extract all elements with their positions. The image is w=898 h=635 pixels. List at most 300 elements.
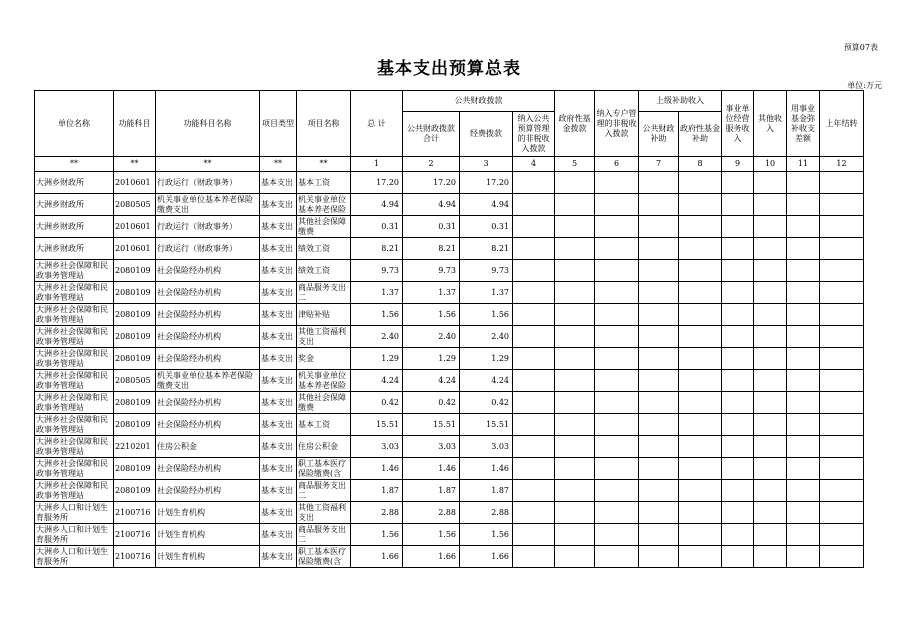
cell-empty <box>722 172 754 194</box>
cell-pf-total: 1.56 <box>403 524 460 546</box>
cell-empty <box>754 392 787 414</box>
cell-empty <box>787 370 820 392</box>
col-func-name: 功能科目名称 <box>156 91 260 157</box>
cell-empty <box>722 282 754 304</box>
cell-unit-name: 大洲乡社会保障和民政事务管理站 <box>35 414 114 436</box>
col-pf-total: 公共财政拨款合计 <box>403 112 460 157</box>
cell-total: 4.24 <box>351 370 403 392</box>
cell-total: 1.29 <box>351 348 403 370</box>
cell-empty <box>555 326 595 348</box>
table-row <box>35 326 864 348</box>
col-pf-nontax: 纳入公共预算管理的非税收入拨款 <box>513 112 555 157</box>
cell-total: 2.88 <box>351 502 403 524</box>
cell-empty <box>639 436 679 458</box>
cell-unit-name: 大洲乡人口和计划生育服务所 <box>35 524 114 546</box>
cell-item-name: 商品服务支出二 <box>297 480 351 502</box>
cell-empty <box>595 216 639 238</box>
cell-empty <box>679 502 722 524</box>
cell-empty <box>513 326 555 348</box>
cell-empty <box>639 348 679 370</box>
cell-empty <box>820 260 864 282</box>
cell-total: 1.56 <box>351 524 403 546</box>
cell-item-type: 基本支出 <box>260 282 297 304</box>
cell-empty <box>679 238 722 260</box>
cell-empty <box>639 326 679 348</box>
cell-total: 1.66 <box>351 546 403 568</box>
cell-pf-total: 2.40 <box>403 326 460 348</box>
cell-func-code: 2100716 <box>114 524 156 546</box>
cell-func-name: 机关事业单位基本养老保险缴费支出 <box>156 194 260 216</box>
cell-func-name: 社会保险经办机构 <box>156 304 260 326</box>
cell-empty <box>679 546 722 568</box>
cell-empty <box>787 326 820 348</box>
index-cell: 11 <box>787 157 820 172</box>
cell-empty <box>513 216 555 238</box>
cell-pf-funding: 17.20 <box>460 172 513 194</box>
cell-func-code: 2100716 <box>114 546 156 568</box>
cell-empty <box>639 238 679 260</box>
cell-func-code: 2080109 <box>114 480 156 502</box>
cell-empty <box>754 458 787 480</box>
cell-empty <box>787 216 820 238</box>
col-special-account: 纳入专户管理的非税收入拨款 <box>595 91 639 157</box>
cell-pf-total: 17.20 <box>403 172 460 194</box>
col-item-name: 项目名称 <box>297 91 351 157</box>
cell-pf-funding: 1.56 <box>460 524 513 546</box>
cell-empty <box>513 546 555 568</box>
cell-pf-total: 0.31 <box>403 216 460 238</box>
cell-empty <box>513 282 555 304</box>
cell-pf-total: 3.03 <box>403 436 460 458</box>
cell-func-name: 行政运行（财政事务） <box>156 172 260 194</box>
cell-func-name: 社会保险经办机构 <box>156 326 260 348</box>
cell-func-code: 2010601 <box>114 238 156 260</box>
cell-empty <box>754 370 787 392</box>
cell-empty <box>513 194 555 216</box>
col-total: 总 计 <box>351 91 403 157</box>
cell-empty <box>679 414 722 436</box>
cell-empty <box>820 304 864 326</box>
cell-empty <box>787 260 820 282</box>
cell-empty <box>679 216 722 238</box>
cell-empty <box>787 546 820 568</box>
cell-unit-name: 大洲乡社会保障和民政事务管理站 <box>35 326 114 348</box>
cell-item-type: 基本支出 <box>260 458 297 480</box>
col-sup-gov: 政府性基金补助 <box>679 112 722 157</box>
cell-pf-funding: 1.66 <box>460 546 513 568</box>
cell-func-code: 2080109 <box>114 458 156 480</box>
table-row <box>35 172 864 194</box>
table-row <box>35 436 864 458</box>
cell-pf-funding: 3.03 <box>460 436 513 458</box>
cell-total: 2.40 <box>351 326 403 348</box>
table-row <box>35 458 864 480</box>
cell-empty <box>555 370 595 392</box>
cell-empty <box>722 458 754 480</box>
cell-empty <box>595 238 639 260</box>
cell-pf-total: 1.56 <box>403 304 460 326</box>
cell-empty <box>639 546 679 568</box>
cell-empty <box>722 348 754 370</box>
cell-empty <box>555 216 595 238</box>
col-business-income: 事业单位经营服务收入 <box>722 91 754 157</box>
index-cell: 8 <box>679 157 722 172</box>
cell-item-type: 基本支出 <box>260 216 297 238</box>
cell-empty <box>787 282 820 304</box>
cell-empty <box>754 348 787 370</box>
cell-pf-funding: 8.21 <box>460 238 513 260</box>
table-row <box>35 546 864 568</box>
cell-total: 9.73 <box>351 260 403 282</box>
cell-func-name: 社会保险经办机构 <box>156 348 260 370</box>
table-row <box>35 480 864 502</box>
cell-empty <box>820 348 864 370</box>
index-cell: ** <box>260 157 297 172</box>
cell-func-code: 2080505 <box>114 370 156 392</box>
cell-item-name: 商品服务支出二 <box>297 282 351 304</box>
index-cell: 7 <box>639 157 679 172</box>
cell-empty <box>513 436 555 458</box>
cell-unit-name: 大洲乡财政所 <box>35 216 114 238</box>
index-cell: ** <box>114 157 156 172</box>
cell-item-type: 基本支出 <box>260 524 297 546</box>
cell-func-code: 2010601 <box>114 172 156 194</box>
cell-empty <box>679 194 722 216</box>
cell-pf-total: 8.21 <box>403 238 460 260</box>
cell-empty <box>513 480 555 502</box>
cell-empty <box>639 172 679 194</box>
cell-empty <box>820 414 864 436</box>
cell-empty <box>595 370 639 392</box>
table-row <box>35 502 864 524</box>
table-row <box>35 238 864 260</box>
cell-empty <box>513 458 555 480</box>
cell-empty <box>679 348 722 370</box>
cell-empty <box>820 392 864 414</box>
cell-pf-funding: 1.87 <box>460 480 513 502</box>
cell-unit-name: 大洲乡财政所 <box>35 194 114 216</box>
cell-empty <box>555 260 595 282</box>
cell-item-name: 职工基本医疗保险缴费(含 <box>297 458 351 480</box>
cell-empty <box>787 194 820 216</box>
cell-pf-total: 1.37 <box>403 282 460 304</box>
cell-empty <box>679 480 722 502</box>
index-cell: 9 <box>722 157 754 172</box>
cell-empty <box>555 392 595 414</box>
cell-empty <box>722 436 754 458</box>
cell-empty <box>513 392 555 414</box>
cell-pf-total: 4.24 <box>403 370 460 392</box>
cell-pf-total: 9.73 <box>403 260 460 282</box>
cell-func-name: 社会保险经办机构 <box>156 392 260 414</box>
cell-unit-name: 大洲乡社会保障和民政事务管理站 <box>35 480 114 502</box>
cell-unit-name: 大洲乡财政所 <box>35 238 114 260</box>
cell-empty <box>639 458 679 480</box>
cell-empty <box>595 172 639 194</box>
cell-empty <box>754 480 787 502</box>
budget-table <box>34 90 864 568</box>
cell-pf-total: 1.66 <box>403 546 460 568</box>
col-superior-subsidy: 上级补助收入 <box>639 91 722 112</box>
cell-empty <box>820 216 864 238</box>
cell-empty <box>555 304 595 326</box>
cell-empty <box>555 524 595 546</box>
cell-empty <box>722 480 754 502</box>
cell-item-name: 基本工资 <box>297 172 351 194</box>
cell-func-code: 2010601 <box>114 216 156 238</box>
cell-item-name: 机关事业单位基本养老保险 <box>297 194 351 216</box>
table-row <box>35 414 864 436</box>
cell-empty <box>787 436 820 458</box>
col-fund-gap: 用事业基金弥补收支差额 <box>787 91 820 157</box>
cell-unit-name: 大洲乡社会保障和民政事务管理站 <box>35 348 114 370</box>
cell-empty <box>754 282 787 304</box>
table-row <box>35 370 864 392</box>
cell-empty <box>787 392 820 414</box>
cell-empty <box>787 238 820 260</box>
cell-item-type: 基本支出 <box>260 238 297 260</box>
cell-empty <box>555 502 595 524</box>
cell-empty <box>595 260 639 282</box>
index-cell: 5 <box>555 157 595 172</box>
cell-total: 1.37 <box>351 282 403 304</box>
cell-empty <box>722 326 754 348</box>
cell-empty <box>722 392 754 414</box>
table-row <box>35 348 864 370</box>
cell-empty <box>722 216 754 238</box>
cell-pf-total: 0.42 <box>403 392 460 414</box>
cell-func-name: 社会保险经办机构 <box>156 260 260 282</box>
cell-func-code: 2080109 <box>114 326 156 348</box>
index-cell: 10 <box>754 157 787 172</box>
cell-empty <box>595 282 639 304</box>
cell-empty <box>513 502 555 524</box>
cell-empty <box>595 458 639 480</box>
cell-empty <box>722 260 754 282</box>
cell-func-code: 2080109 <box>114 282 156 304</box>
cell-total: 8.21 <box>351 238 403 260</box>
cell-item-type: 基本支出 <box>260 172 297 194</box>
cell-func-name: 计划生育机构 <box>156 524 260 546</box>
cell-item-name: 其他社会保障缴费 <box>297 216 351 238</box>
cell-pf-funding: 4.24 <box>460 370 513 392</box>
cell-pf-total: 2.88 <box>403 502 460 524</box>
cell-item-name: 其他工资福利支出 <box>297 326 351 348</box>
cell-unit-name: 大洲乡人口和计划生育服务所 <box>35 502 114 524</box>
cell-empty <box>555 480 595 502</box>
index-cell: ** <box>156 157 260 172</box>
cell-empty <box>555 414 595 436</box>
cell-empty <box>820 546 864 568</box>
cell-empty <box>787 480 820 502</box>
cell-item-name: 奖金 <box>297 348 351 370</box>
table-row <box>35 282 864 304</box>
cell-item-type: 基本支出 <box>260 304 297 326</box>
cell-empty <box>722 238 754 260</box>
page-title: 基本支出预算总表 <box>377 59 521 79</box>
cell-pf-funding: 0.31 <box>460 216 513 238</box>
cell-empty <box>787 348 820 370</box>
cell-empty <box>639 480 679 502</box>
cell-empty <box>513 260 555 282</box>
cell-empty <box>555 172 595 194</box>
cell-total: 17.20 <box>351 172 403 194</box>
cell-func-code: 2210201 <box>114 436 156 458</box>
index-cell: 3 <box>460 157 513 172</box>
cell-unit-name: 大洲乡社会保障和民政事务管理站 <box>35 436 114 458</box>
cell-empty <box>820 458 864 480</box>
cell-empty <box>754 260 787 282</box>
cell-empty <box>513 414 555 436</box>
cell-item-type: 基本支出 <box>260 348 297 370</box>
cell-empty <box>820 480 864 502</box>
col-unit-name: 单位名称 <box>35 91 114 157</box>
cell-empty <box>639 260 679 282</box>
cell-empty <box>555 282 595 304</box>
cell-item-type: 基本支出 <box>260 260 297 282</box>
cell-total: 1.87 <box>351 480 403 502</box>
cell-empty <box>820 172 864 194</box>
col-pf-funding: 经费拨款 <box>460 112 513 157</box>
cell-empty <box>639 282 679 304</box>
cell-unit-name: 大洲乡社会保障和民政事务管理站 <box>35 370 114 392</box>
cell-pf-funding: 4.94 <box>460 194 513 216</box>
cell-item-name: 基本工资 <box>297 414 351 436</box>
index-row <box>35 157 864 172</box>
cell-total: 1.46 <box>351 458 403 480</box>
index-cell: 4 <box>513 157 555 172</box>
cell-empty <box>820 436 864 458</box>
cell-func-name: 社会保险经办机构 <box>156 414 260 436</box>
cell-empty <box>595 392 639 414</box>
cell-empty <box>595 546 639 568</box>
cell-empty <box>787 458 820 480</box>
cell-pf-funding: 1.37 <box>460 282 513 304</box>
cell-empty <box>754 304 787 326</box>
table-row <box>35 392 864 414</box>
cell-func-name: 计划生育机构 <box>156 546 260 568</box>
cell-empty <box>555 194 595 216</box>
cell-empty <box>722 524 754 546</box>
cell-func-code: 2080109 <box>114 348 156 370</box>
cell-empty <box>679 370 722 392</box>
cell-func-name: 社会保险经办机构 <box>156 480 260 502</box>
cell-total: 0.31 <box>351 216 403 238</box>
cell-unit-name: 大洲乡人口和计划生育服务所 <box>35 546 114 568</box>
cell-empty <box>679 436 722 458</box>
cell-empty <box>639 194 679 216</box>
cell-empty <box>639 524 679 546</box>
cell-pf-total: 4.94 <box>403 194 460 216</box>
col-carryover: 上年结转 <box>820 91 864 157</box>
cell-func-code: 2080109 <box>114 414 156 436</box>
cell-empty <box>513 238 555 260</box>
cell-empty <box>820 524 864 546</box>
cell-empty <box>754 546 787 568</box>
cell-empty <box>555 458 595 480</box>
cell-item-type: 基本支出 <box>260 546 297 568</box>
cell-empty <box>722 546 754 568</box>
cell-item-name: 住房公积金 <box>297 436 351 458</box>
cell-func-code: 2080109 <box>114 392 156 414</box>
cell-pf-total: 1.46 <box>403 458 460 480</box>
cell-empty <box>679 172 722 194</box>
cell-func-code: 2080505 <box>114 194 156 216</box>
cell-empty <box>820 326 864 348</box>
cell-func-name: 行政运行（财政事务） <box>156 238 260 260</box>
cell-empty <box>555 436 595 458</box>
table-row <box>35 194 864 216</box>
cell-pf-funding: 2.40 <box>460 326 513 348</box>
cell-item-type: 基本支出 <box>260 194 297 216</box>
cell-empty <box>787 304 820 326</box>
col-func-code: 功能科目 <box>114 91 156 157</box>
cell-func-code: 2080109 <box>114 260 156 282</box>
cell-empty <box>787 524 820 546</box>
cell-item-type: 基本支出 <box>260 370 297 392</box>
cell-empty <box>722 194 754 216</box>
cell-empty <box>820 502 864 524</box>
cell-empty <box>639 304 679 326</box>
index-cell: ** <box>297 157 351 172</box>
cell-empty <box>820 238 864 260</box>
cell-total: 0.42 <box>351 392 403 414</box>
table-row <box>35 260 864 282</box>
cell-empty <box>513 348 555 370</box>
cell-pf-total: 15.51 <box>403 414 460 436</box>
cell-func-name: 计划生育机构 <box>156 502 260 524</box>
cell-item-type: 基本支出 <box>260 392 297 414</box>
cell-empty <box>722 304 754 326</box>
cell-func-name: 行政运行（财政事务） <box>156 216 260 238</box>
cell-empty <box>820 370 864 392</box>
cell-item-name: 绩效工资 <box>297 260 351 282</box>
cell-empty <box>595 502 639 524</box>
cell-empty <box>754 238 787 260</box>
cell-empty <box>679 392 722 414</box>
cell-total: 4.94 <box>351 194 403 216</box>
cell-empty <box>679 458 722 480</box>
cell-unit-name: 大洲乡财政所 <box>35 172 114 194</box>
cell-empty <box>787 172 820 194</box>
table-row <box>35 216 864 238</box>
cell-pf-funding: 9.73 <box>460 260 513 282</box>
cell-empty <box>595 524 639 546</box>
cell-empty <box>679 282 722 304</box>
cell-unit-name: 大洲乡社会保障和民政事务管理站 <box>35 304 114 326</box>
cell-empty <box>679 304 722 326</box>
index-cell: 2 <box>403 157 460 172</box>
cell-empty <box>679 524 722 546</box>
cell-empty <box>595 436 639 458</box>
cell-func-name: 社会保险经办机构 <box>156 282 260 304</box>
cell-empty <box>820 194 864 216</box>
cell-empty <box>639 502 679 524</box>
cell-total: 1.56 <box>351 304 403 326</box>
cell-total: 15.51 <box>351 414 403 436</box>
cell-func-name: 机关事业单位基本养老保险缴费支出 <box>156 370 260 392</box>
cell-empty <box>754 194 787 216</box>
col-sup-public: 公共财政补助 <box>639 112 679 157</box>
cell-empty <box>513 370 555 392</box>
cell-empty <box>787 502 820 524</box>
cell-item-name: 其他社会保障缴费 <box>297 392 351 414</box>
cell-empty <box>722 414 754 436</box>
cell-empty <box>513 172 555 194</box>
form-number: 预算07表 <box>843 43 878 52</box>
cell-empty <box>679 260 722 282</box>
cell-empty <box>555 348 595 370</box>
